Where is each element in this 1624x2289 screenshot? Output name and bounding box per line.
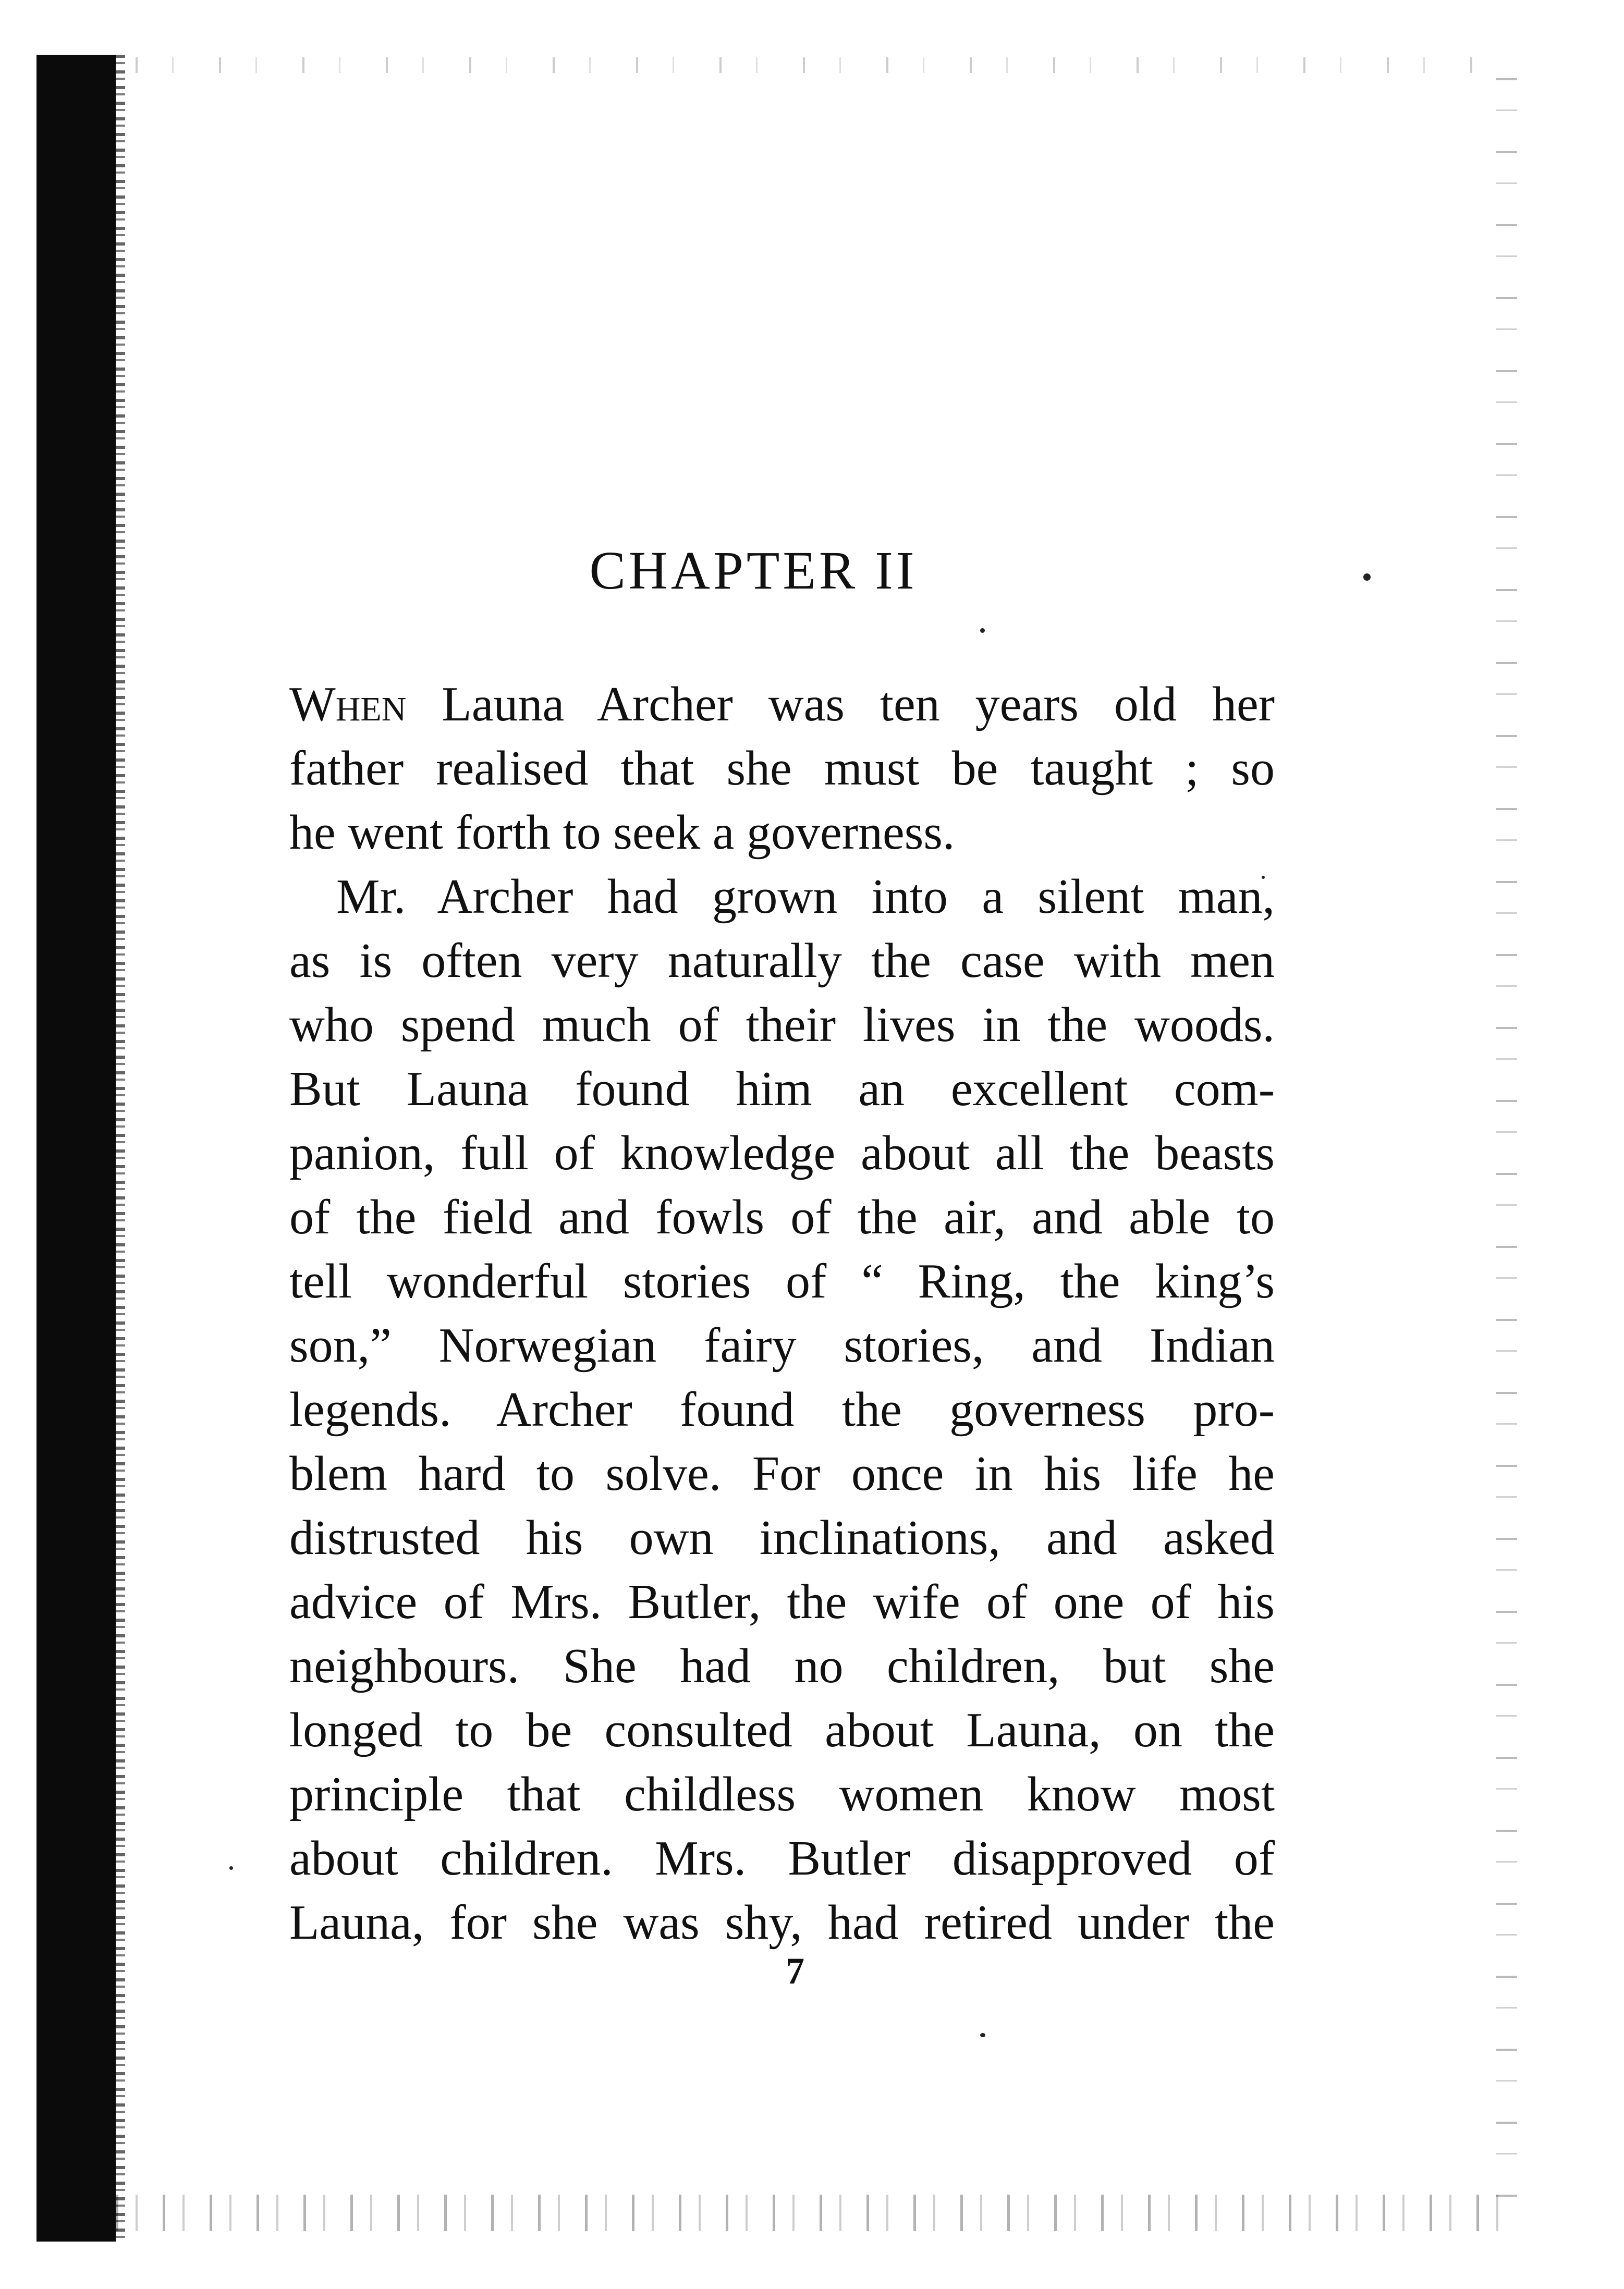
text-line: neighbours. She had no children, but she: [289, 1639, 1275, 1693]
scan-noise-right: [1496, 78, 1517, 2215]
text-line: But Launa found him an excellent com-: [289, 1062, 1275, 1116]
text-line: father realised that she must be taught ; so: [289, 741, 1275, 795]
text-line: of the field and fowls of the air, and able to: [289, 1190, 1275, 1244]
text-line: as is often very naturally the case with men: [289, 934, 1275, 988]
text-line: Mr. Archer had grown into a silent man,: [336, 870, 1275, 924]
chapter-heading: CHAPTER II: [589, 541, 918, 601]
text-line: tell wonderful stories of “ Ring, the king’s: [289, 1254, 1275, 1308]
page-number: 7: [786, 1950, 804, 1992]
text-line: principle that childless women know most: [289, 1767, 1275, 1821]
text-line: Launa, for she was shy, had retired under the: [289, 1895, 1275, 1950]
text-line-rest: Launa Archer was ten years old her: [406, 677, 1275, 731]
drop-word: When: [289, 677, 407, 731]
text-line: advice of Mrs. Butler, the wife of one of his: [289, 1575, 1275, 1629]
binding-shadow: [36, 55, 116, 2242]
text-line: who spend much of their lives in the woods.: [289, 998, 1275, 1052]
scan-speck: [980, 628, 985, 633]
text-line: distrusted his own inclinations, and asked: [289, 1511, 1275, 1565]
scan-speck: [229, 1866, 233, 1870]
text-line: legends. Archer found the governess pro-: [289, 1382, 1275, 1437]
text-line: about children. Mrs. Butler disapproved of: [289, 1831, 1275, 1886]
text-line: blem hard to solve. For once in his life he: [289, 1447, 1275, 1501]
chapter-body-text: [289, 672, 1275, 1955]
text-line: he went forth to seek a governess.: [289, 805, 955, 860]
scan-speck: [980, 2033, 985, 2037]
text-line: [289, 672, 1275, 737]
scan-noise-bottom: [116, 2195, 1518, 2231]
text-line: panion, full of knowledge about all the beasts: [289, 1126, 1275, 1180]
text-line: son,” Norwegian fairy stories, and Indian: [289, 1318, 1275, 1373]
text-line: longed to be consulted about Launa, on the: [289, 1703, 1275, 1757]
scan-noise-top: [136, 57, 1491, 73]
